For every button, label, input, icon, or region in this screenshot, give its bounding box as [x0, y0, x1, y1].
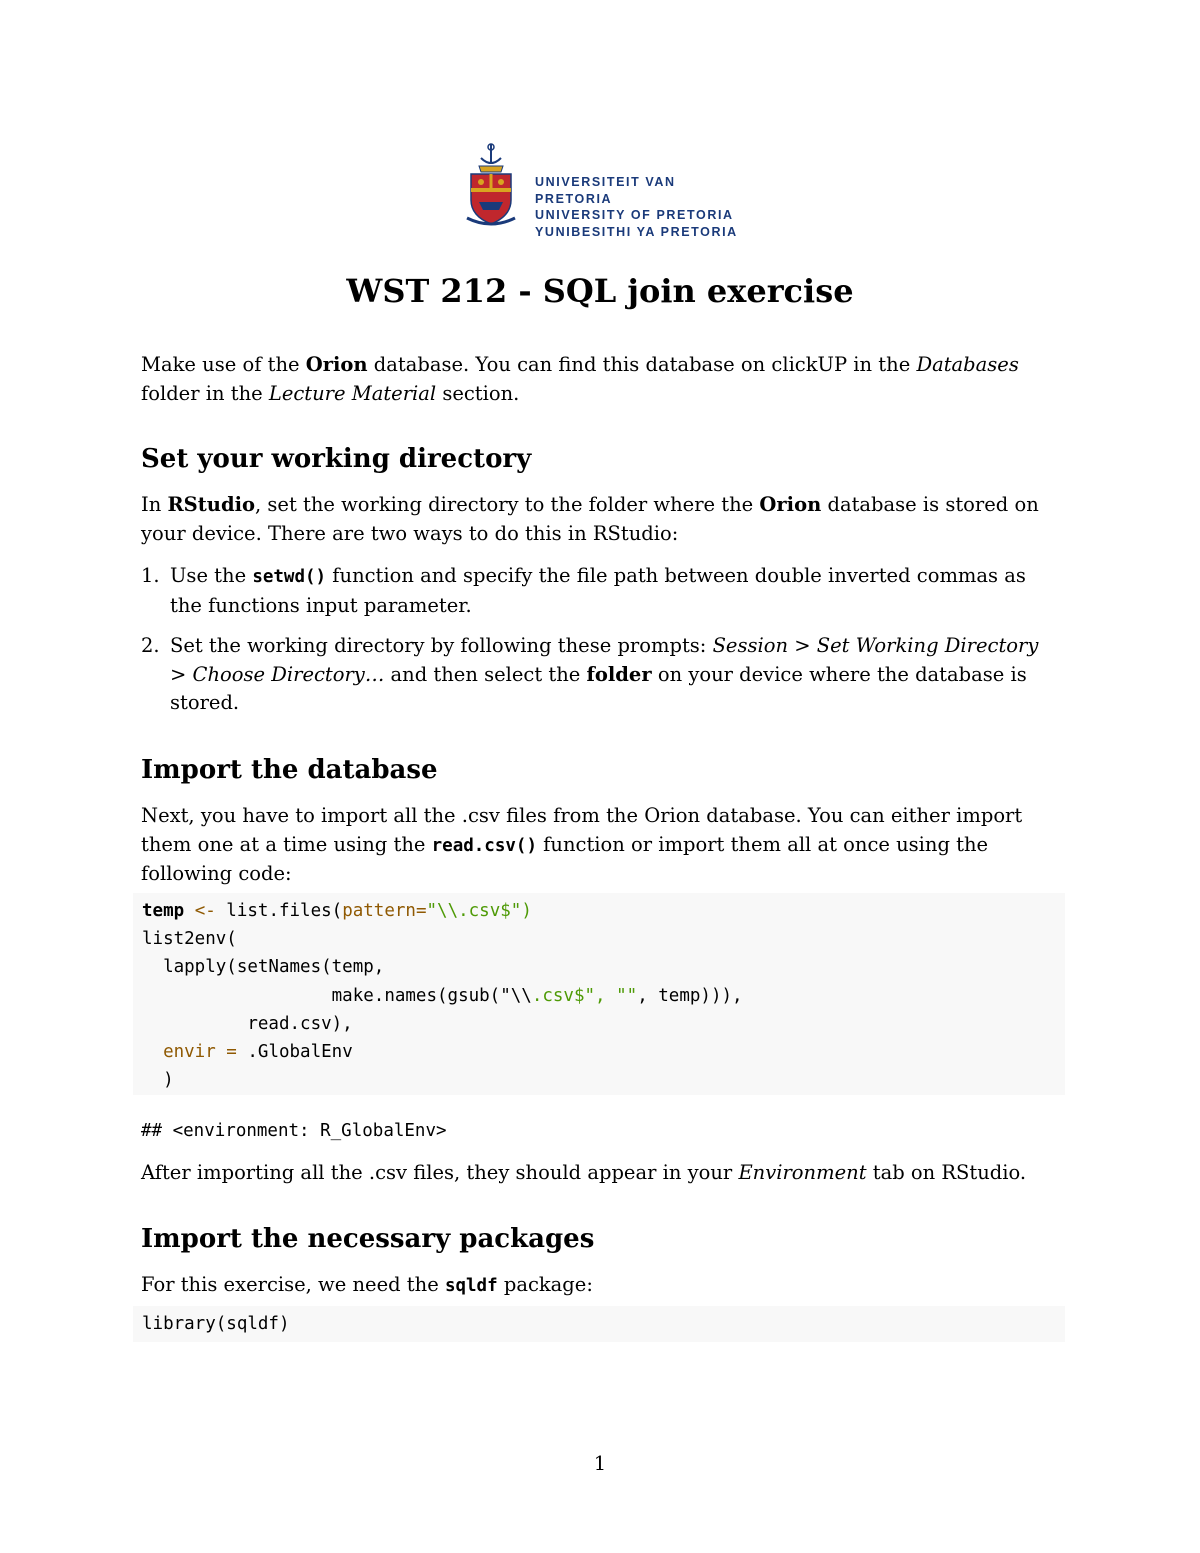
university-crest-icon: [463, 142, 527, 230]
document-title: WST 212 - SQL join exercise: [346, 272, 854, 310]
university-name-english: UNIVERSITY OF PRETORIA: [535, 208, 734, 222]
intro-paragraph: Make use of the Orion database. You can find this database on clickUP in the Databases folder in the Lecture Material section.: [141, 353, 1019, 405]
import-result-paragraph: After importing all the .csv files, they should appear in your Environment tab on RStudio.: [141, 1161, 1027, 1184]
section-heading-packages: Import the necessary packages: [141, 1224, 595, 1254]
working-directory-paragraph: In RStudio, set the working directory to the folder where the Orion database is stored on your device. There are two ways to do this in RStudio:: [141, 493, 1039, 545]
section-heading-working-directory: Set your working directory: [141, 444, 532, 474]
page-number: 1: [593, 1452, 607, 1475]
university-name-afrikaans: UNIVERSITEIT VAN PRETORIA: [535, 175, 676, 206]
list-item: 2. Set the working directory by following these prompts: Session > Set Working Directory > Choose Directory… and then select the folder on your device where the database is stored.: [141, 634, 1039, 714]
code-output: ## <environment: R_GlobalEnv>: [141, 1121, 447, 1141]
code-block-import: temp <- list.files(pattern="\\.csv$") list2env( lapply(setNames(temp, make.names(gsub("\\.csv$", "", temp))), read.csv), envir = .GlobalEnv ): [133, 893, 1065, 1095]
section-heading-import-database: Import the database: [141, 755, 438, 785]
code-block-library: library(sqldf): [133, 1306, 1065, 1342]
university-name-sepedi: YUNIBESITHI YA PRETORIA: [535, 224, 738, 239]
list-item: 1. Use the setwd() function and specify the file path between double inverted commas as the functions input parameter.: [141, 564, 1026, 617]
university-name: [535, 174, 743, 240]
packages-paragraph: For this exercise, we need the sqldf package:: [141, 1273, 593, 1296]
university-logo: [463, 142, 743, 239]
import-database-paragraph: Next, you have to import all the .csv files from the Orion database. You can either import them one at a time using the read.csv() function or import them all at once using the following code:: [141, 804, 1023, 885]
